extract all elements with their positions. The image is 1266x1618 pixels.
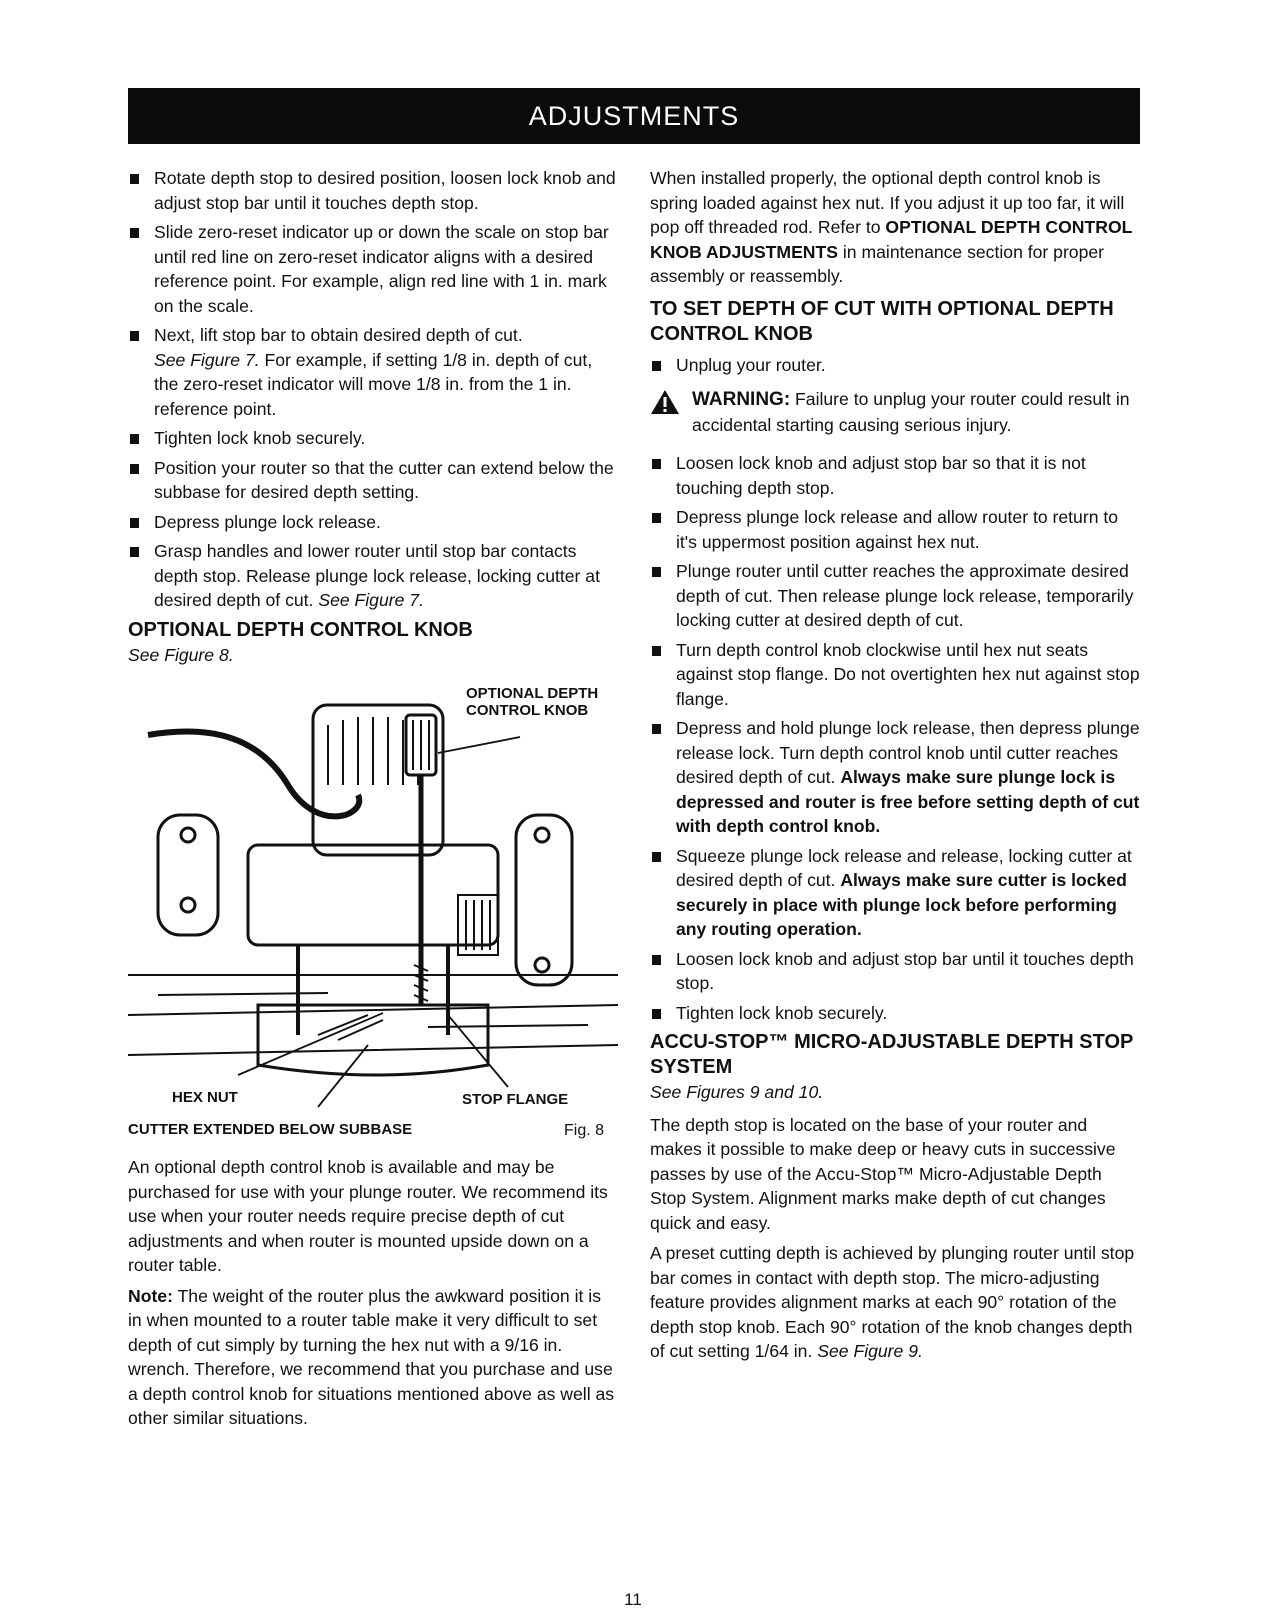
page-number: 11 bbox=[624, 1590, 642, 1609]
warning-icon bbox=[650, 389, 680, 415]
knob-intro-paragraph: An optional depth control knob is available and may be purchased for use with your plunge router. We recommend its use when your router needs require precise depth of cut adjustments and when router is mounted upside down on a router table. bbox=[128, 1157, 608, 1275]
list-item: Plunge router until cutter reaches the approximate desired depth of cut. Then release plunge lock release, temporarily locking cutter at desired depth of cut. bbox=[650, 559, 1140, 633]
list-item: Depress and hold plunge lock release, then depress plunge release lock. Turn depth control knob until cutter reaches desired depth of cut. Always make sure plunge lock is depressed and router is free before setting depth of cut with depth control knob. bbox=[650, 716, 1140, 839]
router-illustration bbox=[128, 675, 618, 1143]
list-item: Loosen lock knob and adjust stop bar so that it is not touching depth stop. bbox=[650, 451, 1140, 500]
install-paragraph: When installed properly, the optional depth control knob is spring loaded against hex nut. If you adjust it up too far, it will pop off threaded rod. Refer to OPTIONAL DEPTH CONTROL KNOB ADJUSTMENTS in maintenance section for proper assembly or reassembly. bbox=[650, 168, 1133, 286]
see-figures-9-10: See Figures 9 and 10. bbox=[650, 1082, 824, 1102]
list-item: Turn depth control knob clockwise until hex nut seats against stop flange. Do not overtighten hex nut against stop flange. bbox=[650, 638, 1140, 712]
list-item: Tighten lock knob securely. bbox=[128, 426, 618, 451]
warning-block bbox=[650, 387, 1140, 437]
figure-number: Fig. 8 bbox=[563, 1122, 604, 1139]
list-item: Depress plunge lock release. bbox=[128, 510, 618, 535]
list-item: Unplug your router. bbox=[650, 353, 1140, 378]
right-column bbox=[650, 166, 1140, 1370]
see-figure-8: See Figure 8. bbox=[128, 644, 234, 665]
callout-optional-knob: OPTIONAL DEPTH CONTROL KNOB bbox=[466, 685, 599, 719]
figure-8 bbox=[128, 675, 618, 1143]
left-bullet-list bbox=[128, 166, 618, 613]
list-item: Tighten lock knob securely. bbox=[650, 1001, 1140, 1026]
warning-text: Failure to unplug your router could result in accidental starting causing serious injury. bbox=[692, 389, 1130, 435]
section-title: ADJUSTMENTS bbox=[528, 101, 740, 131]
callout-hex-nut: HEX NUT bbox=[172, 1089, 238, 1106]
list-item: Loosen lock knob and adjust stop bar until it touches depth stop. bbox=[650, 947, 1140, 996]
figure-caption: CUTTER EXTENDED BELOW SUBBASE bbox=[128, 1121, 413, 1138]
list-item: Depress plunge lock release and allow router to return to it's uppermost position against hex nut. bbox=[650, 505, 1140, 554]
optional-knob-heading: OPTIONAL DEPTH CONTROL KNOB bbox=[128, 618, 473, 641]
list-item: Position your router so that the cutter can extend below the subbase for desired depth setting. bbox=[128, 456, 618, 505]
warning-label: WARNING: bbox=[692, 389, 791, 410]
callout-stop-flange: STOP FLANGE bbox=[462, 1091, 569, 1108]
note-paragraph: Note: The weight of the router plus the awkward position it is in when mounted to a router table make it very difficult to set depth of cut simply by turning the hex nut with a 9/16 in. wrench. Therefore, we recommend that you purchase and use a depth control knob for situations mentioned above as well as other similar situations. bbox=[128, 1285, 615, 1428]
right-steps-list bbox=[650, 451, 1140, 1025]
list-item: Next, lift stop bar to obtain desired depth of cut. See Figure 7. For example, if setting 1/8 in. depth of cut, the zero-reset indicator will move 1/8 in. from the 1 in. reference point. bbox=[128, 323, 618, 421]
list-item: Grasp handles and lower router until stop bar contacts depth stop. Release plunge lock release, locking cutter at desired depth of cut. See Figure 7. bbox=[128, 539, 618, 613]
set-depth-heading: TO SET DEPTH OF CUT WITH OPTIONAL DEPTH CONTROL KNOB bbox=[650, 297, 1114, 345]
list-item: Squeeze plunge lock release and release, locking cutter at desired depth of cut. Always make sure cutter is locked securely in place with plunge lock before performing any routing operation. bbox=[650, 844, 1140, 942]
accu-stop-heading: ACCU-STOP™ MICRO-ADJUSTABLE DEPTH STOP SYSTEM bbox=[650, 1031, 1133, 1078]
list-item: Slide zero-reset indicator up or down the scale on stop bar until red line on zero-reset indicator aligns with a desired reference point. For example, align red line with 1 in. mark on the scale. bbox=[128, 220, 618, 318]
depth-stop-paragraph: The depth stop is located on the base of your router and makes it possible to make deep or heavy cuts in successive passes by use of the Accu-Stop™ Micro-Adjustable Depth Stop System. Alignment marks make depth of cut changes quick and easy. bbox=[650, 1114, 1116, 1233]
left-column bbox=[128, 166, 618, 1437]
preset-depth-paragraph: A preset cutting depth is achieved by plunging router until stop bar comes in contact with depth stop. The micro-adjusting feature provides alignment marks at each 90° rotation of the depth stop knob. Each 90° rotation of the knob changes depth of cut setting 1/64 in. See Figure 9. bbox=[650, 1243, 1135, 1361]
section-banner bbox=[128, 88, 1140, 144]
list-item: Rotate depth stop to desired position, loosen lock knob and adjust stop bar until it touches depth stop. bbox=[128, 166, 618, 215]
